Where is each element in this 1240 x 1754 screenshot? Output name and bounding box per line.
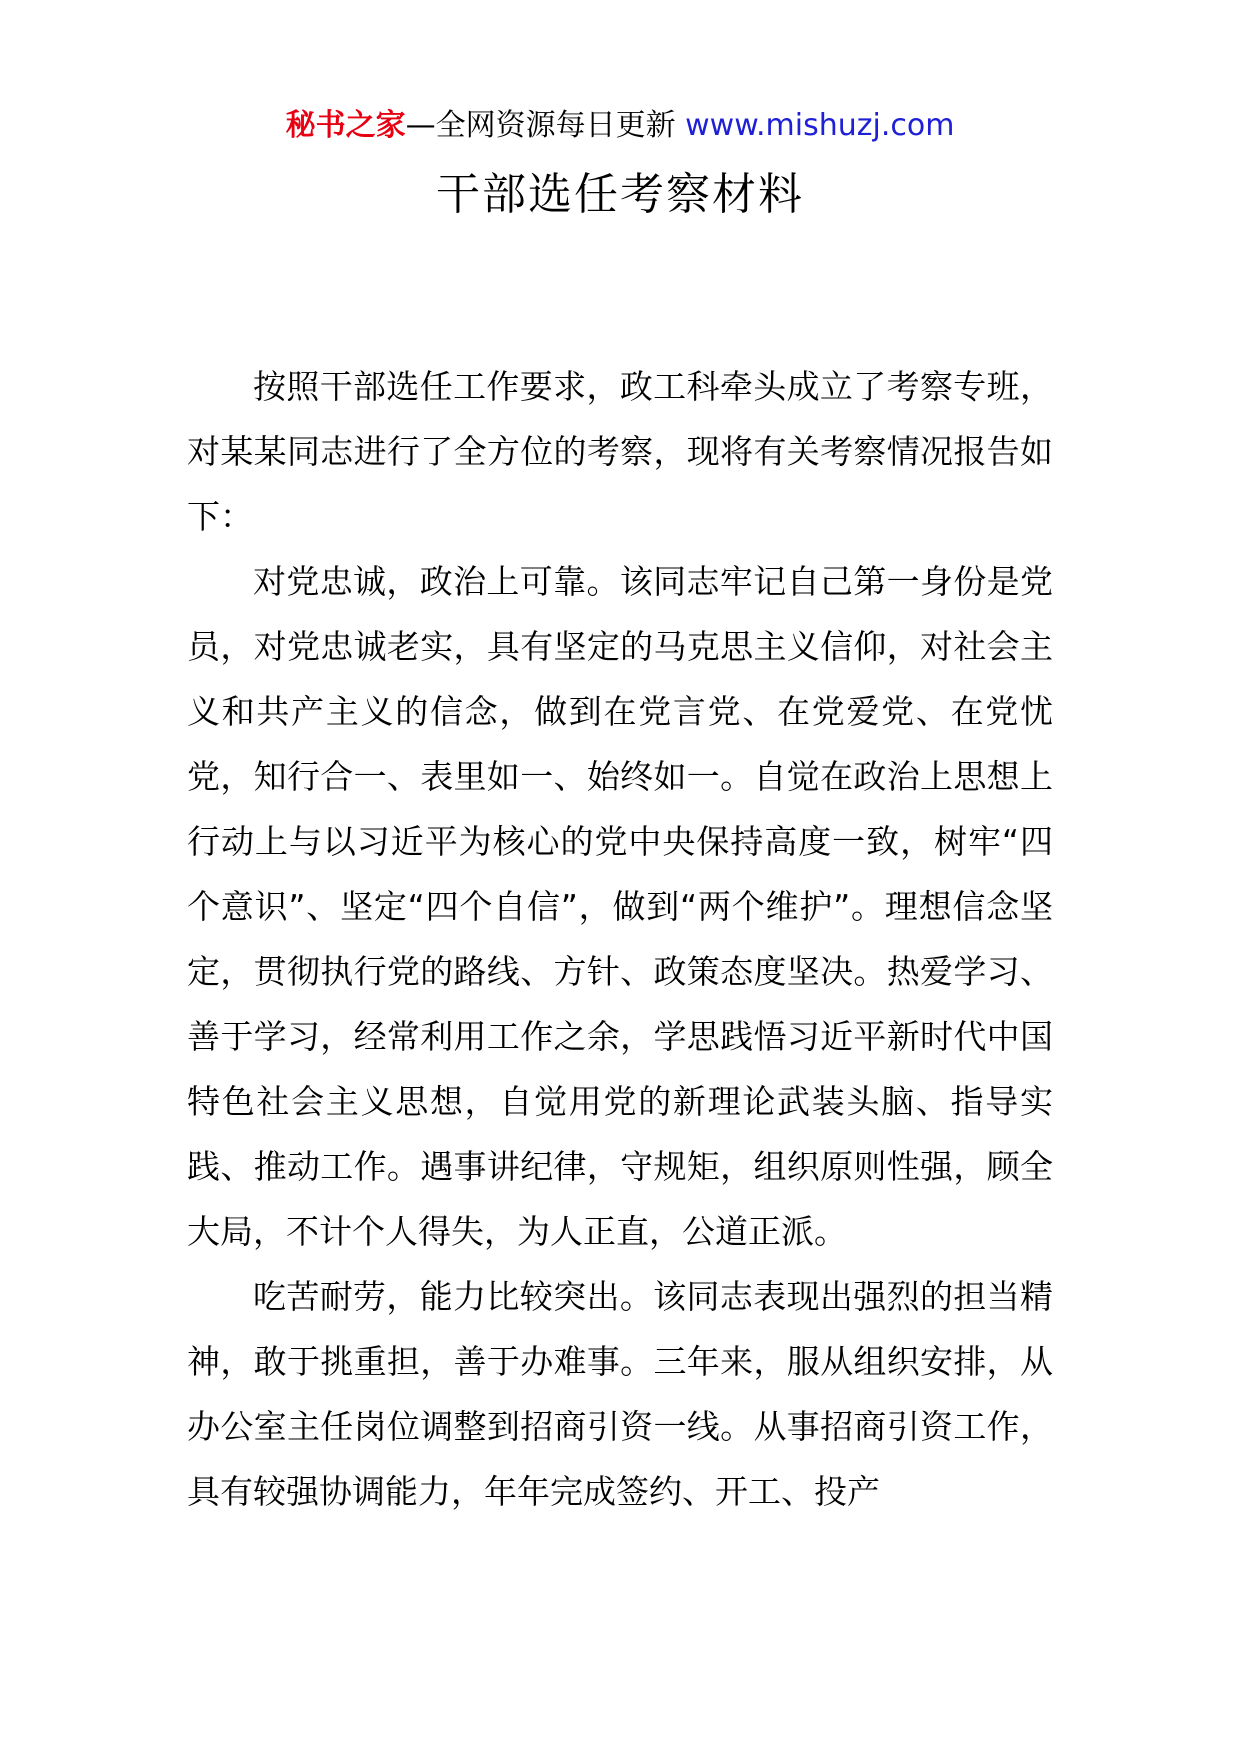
paragraph-intro: 按照干部选任工作要求，政工科牵头成立了考察专班，对某某同志进行了全方位的考察，现将有关考察情况报告如下： xyxy=(187,367,1053,536)
header-slogan: —全网资源每日更新 xyxy=(405,108,686,143)
site-url-link[interactable]: www.mishuzj.com xyxy=(685,108,955,143)
document-title: 干部选任考察材料 xyxy=(436,169,804,220)
paragraph-ability: 吃苦耐劳，能力比较突出。该同志表现出强烈的担当精神，敢于挑重担，善于办难事。三年来，服从组织安排，从办公室主任岗位调整到招商引资一线。从事招商引资工作，具有较强协调能力，年年完成签约、开工、投产 xyxy=(187,1277,1053,1511)
brand-name: 秘书之家 xyxy=(285,108,406,143)
paragraph-loyalty: 对党忠诚，政治上可靠。该同志牢记自己第一身份是党员，对党忠诚老实，具有坚定的马克思主义信仰，对社会主义和共产主义的信念，做到在党言党、在党爱党、在党忧党，知行合一、表里如一、始终如一。自觉在政治上思想上行动上与以习近平为核心的党中央保持高度一致，树牢“四个意识”、坚定“四个自信”，做到“两个维护”。理想信念坚定，贯彻执行党的路线、方针、政策态度坚决。热爱学习、善于学习，经常利用工作之余，学思践悟习近平新时代中国特色社会主义思想，自觉用党的新理论武装头脑、指导实践、推动工作。遇事讲纪律，守规矩，组织原则性强，顾全大局，不计个人得失，为人正直，公道正派。 xyxy=(187,562,1053,1251)
document-body xyxy=(187,354,1053,1524)
site-header xyxy=(0,98,1240,154)
